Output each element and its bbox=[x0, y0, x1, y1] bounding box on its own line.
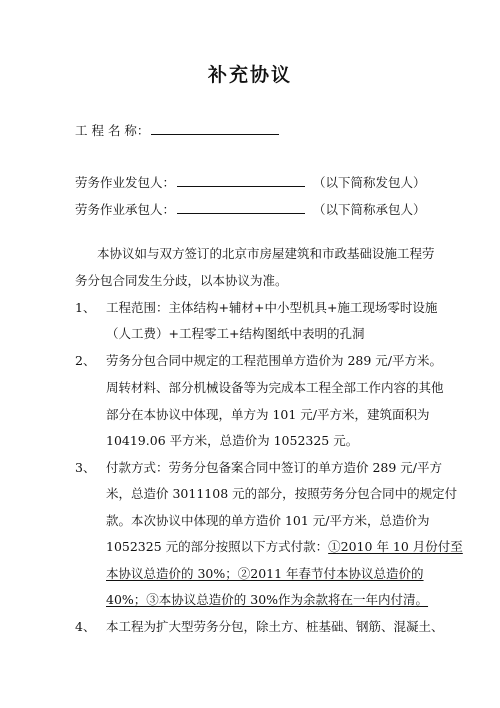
clause-3-line-2: 米，总造价 3011108 元的部分，按照劳务分包合同中的规定付 bbox=[106, 486, 458, 501]
contractor-note: （以下简称发包人） bbox=[313, 175, 426, 190]
clause-1-line-2: （人工费）+工程零工+结构图纸中表明的孔洞 bbox=[106, 326, 365, 341]
clause-3-line-3: 款。本次协议中体现的单方造价 101 元/平方米，总造价为 bbox=[106, 513, 430, 528]
clause-2-line-1: 劳务分包合同中规定的工程范围单方造价为 289 元/平方米。 bbox=[106, 353, 443, 368]
clause-1-line-1: 工程范围：主体结构+辅材+中小型机具+施工现场零时设施 bbox=[106, 300, 438, 315]
project-name-blank bbox=[151, 120, 279, 135]
subcontractor-label: 劳务作业承包人： bbox=[75, 202, 176, 217]
subcontractor-note: （以下简称承包人） bbox=[313, 202, 426, 217]
contractor-blank bbox=[177, 172, 305, 187]
clause-4-line-1: 本工程为扩大型劳务分包，除土方、桩基础、钢筋、混凝土、 bbox=[106, 619, 444, 634]
intro-line-1: 本协议如与双方签订的北京市房屋建筑和市政基础设施工程劳 bbox=[97, 246, 435, 261]
clause-3-line-4 bbox=[106, 538, 463, 556]
clause-2-line-3: 部分在本协议中体现，单方为 101 元/平方米，建筑面积为 bbox=[106, 407, 430, 422]
clause-2-line-2: 周转材料、部分机械设备等为完成本工程全部工作内容的其他 bbox=[106, 380, 444, 395]
clause-3-line-6: 40%；③本协议总造价的 30%作为余款将在一年内付清。 bbox=[106, 592, 429, 607]
project-name-label: 工 程 名 称： bbox=[75, 123, 150, 138]
clause-3-line-1: 付款方式：劳务分包备案合同中签订的单方造价 289 元/平方 bbox=[106, 460, 443, 475]
clause-3-number: 3、 bbox=[75, 460, 96, 475]
contractor-label: 劳务作业发包人： bbox=[75, 175, 176, 190]
subcontractor-row bbox=[75, 199, 426, 219]
clause-3-line-4-underlined: ①2010 年 10 月份付至 bbox=[328, 539, 463, 554]
clause-1-number: 1、 bbox=[75, 300, 96, 315]
clause-4-number: 4、 bbox=[75, 619, 96, 634]
clause-2-number: 2、 bbox=[75, 353, 96, 368]
project-name-row bbox=[75, 120, 279, 140]
clause-3-line-4-plain: 1052325 元的部分按照以下方式付款： bbox=[106, 539, 329, 554]
clause-3-line-5: 本协议总造价的 30%；②2011 年春节付本协议总造价的 bbox=[106, 566, 424, 581]
contractor-row bbox=[75, 172, 426, 192]
document-title: 补充协议 bbox=[207, 64, 292, 86]
intro-line-2: 务分包合同发生分歧，以本协议为准。 bbox=[75, 273, 288, 288]
subcontractor-blank bbox=[177, 199, 305, 214]
clause-2-line-4: 10419.06 平方米，总造价为 1052325 元。 bbox=[106, 433, 359, 448]
